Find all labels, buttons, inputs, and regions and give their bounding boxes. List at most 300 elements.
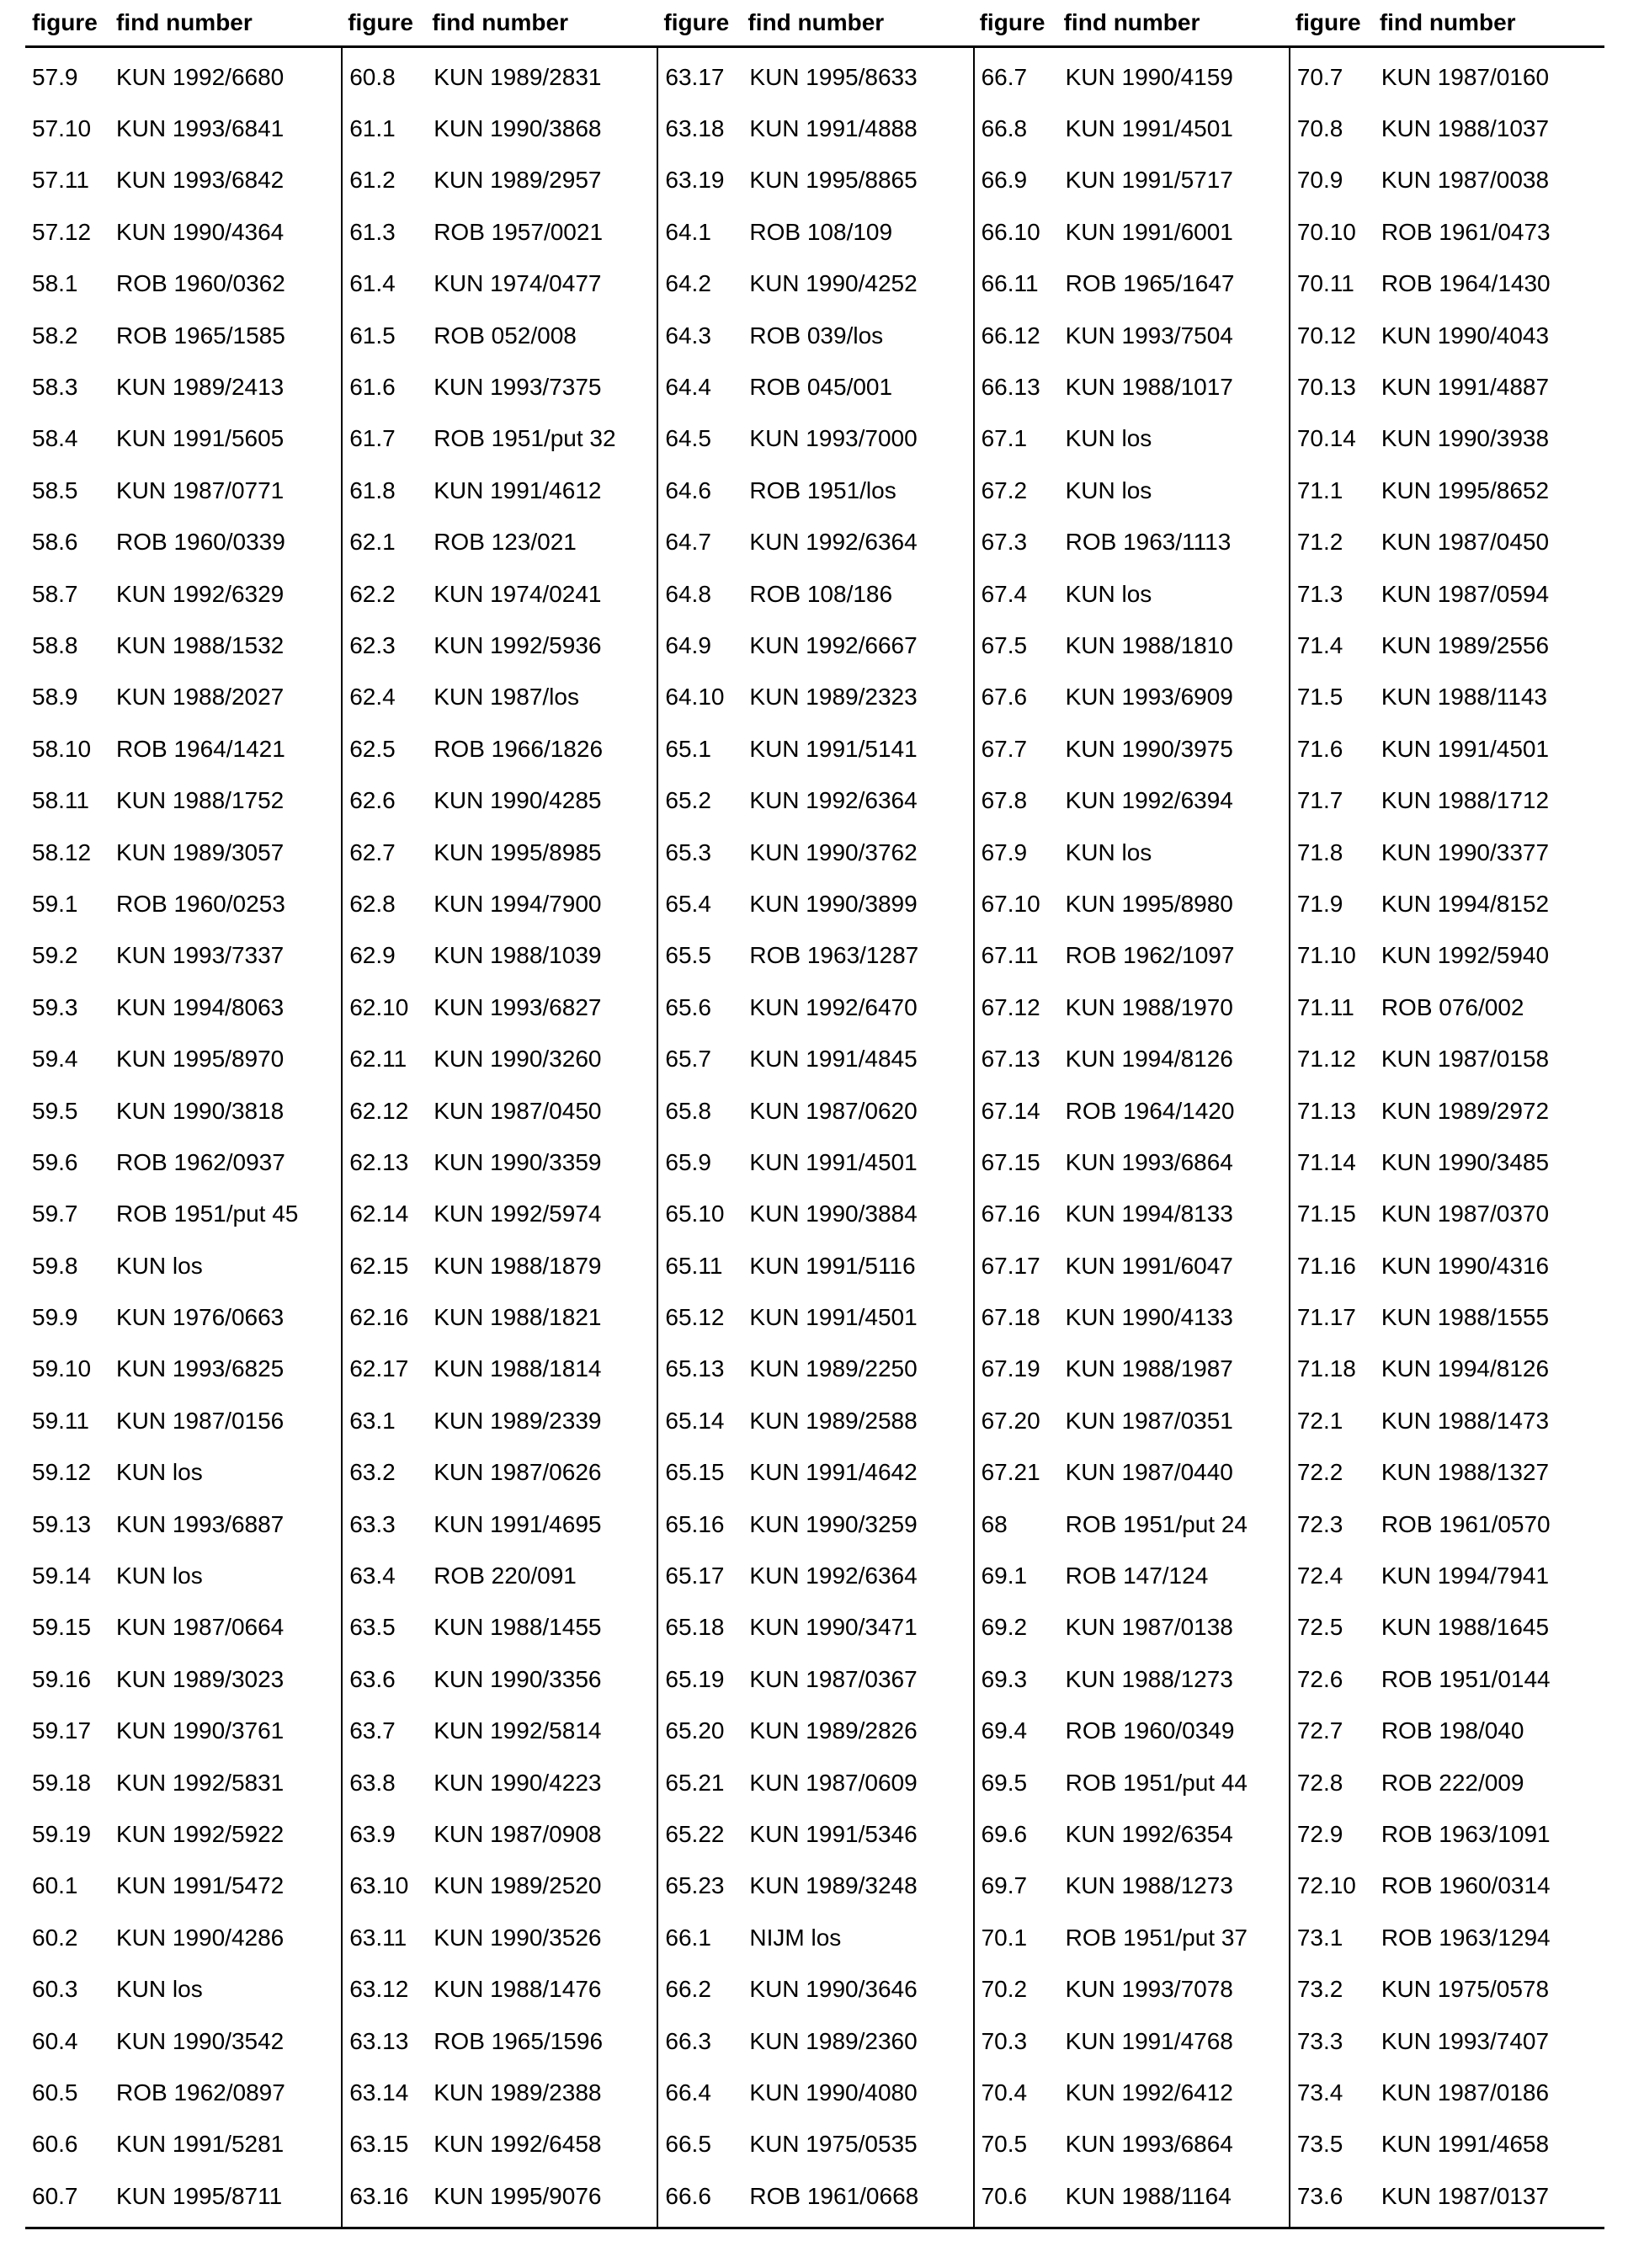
table-row bbox=[982, 723, 1289, 775]
figure-cell: 60.3 bbox=[32, 1976, 78, 2003]
find-number-cell: KUN 1993/6842 bbox=[116, 167, 285, 194]
table-row bbox=[1297, 2170, 1604, 2222]
find-number-cell: ROB 1951/0144 bbox=[1381, 1665, 1551, 1692]
figure-cell: 71.2 bbox=[1296, 529, 1343, 556]
find-number-cell: ROB 1957/0021 bbox=[434, 218, 604, 245]
table-row bbox=[349, 878, 657, 929]
find-number-cell: KUN 1992/5922 bbox=[116, 1820, 285, 1847]
figure-cell: 70.8 bbox=[1296, 115, 1343, 142]
table-row bbox=[665, 1033, 972, 1084]
header-group-2 bbox=[341, 8, 657, 37]
figure-cell: 71.15 bbox=[1296, 1201, 1356, 1227]
table-row bbox=[32, 1861, 341, 1912]
find-number-cell: KUN 1989/2520 bbox=[434, 1872, 602, 1899]
table-row bbox=[665, 1653, 972, 1705]
find-number-cell: KUN 1988/1879 bbox=[434, 1252, 602, 1279]
table-row bbox=[1297, 1912, 1604, 1963]
figure-cell: 60.5 bbox=[32, 2079, 78, 2106]
figure-cell: 57.9 bbox=[32, 63, 78, 90]
find-number-cell: KUN 1991/5605 bbox=[116, 425, 285, 452]
figure-cell: 70.12 bbox=[1296, 322, 1356, 349]
figure-cell: 62.7 bbox=[349, 839, 396, 865]
table-row bbox=[1297, 1395, 1604, 1446]
find-number-cell: KUN 1990/3762 bbox=[749, 839, 918, 865]
figure-cell: 63.3 bbox=[349, 1510, 396, 1537]
table-row bbox=[665, 827, 972, 878]
find-number-cell: KUN los bbox=[116, 1976, 203, 2003]
table-row bbox=[982, 1189, 1289, 1240]
find-number-cell: KUN 1988/1039 bbox=[434, 942, 602, 969]
find-number-cell: KUN 1990/3471 bbox=[749, 1614, 918, 1641]
figure-cell: 64.6 bbox=[665, 476, 711, 503]
figure-cell: 59.17 bbox=[32, 1717, 92, 1744]
figure-cell: 61.8 bbox=[349, 476, 396, 503]
figure-cell: 71.14 bbox=[1296, 1148, 1356, 1175]
table-row bbox=[349, 1550, 657, 1601]
find-number-cell: KUN los bbox=[1065, 580, 1152, 607]
figure-cell: 63.2 bbox=[349, 1459, 396, 1486]
table-row bbox=[1297, 1963, 1604, 2015]
table-row bbox=[665, 1602, 972, 1653]
figure-cell: 73.3 bbox=[1296, 2027, 1343, 2054]
table-row bbox=[665, 982, 972, 1033]
table-row bbox=[1297, 1706, 1604, 1757]
figure-cell: 63.9 bbox=[349, 1820, 396, 1847]
find-number-cell: KUN 1988/2027 bbox=[116, 684, 285, 711]
find-number-cell: KUN 1994/8063 bbox=[116, 993, 285, 1020]
find-number-cell: ROB 1951/put 44 bbox=[1065, 1769, 1248, 1796]
figure-cell: 70.5 bbox=[981, 2131, 1028, 2158]
table-row bbox=[665, 103, 972, 154]
header-group-3 bbox=[657, 8, 972, 37]
figure-cell: 61.7 bbox=[349, 425, 396, 452]
figure-cell: 70.4 bbox=[981, 2079, 1028, 2106]
find-number-cell: KUN 1991/4658 bbox=[1381, 2131, 1550, 2158]
figure-cell: 58.4 bbox=[32, 425, 78, 452]
figure-cell: 65.11 bbox=[665, 1252, 723, 1279]
find-number-cell: KUN 1975/0578 bbox=[1381, 1976, 1550, 2003]
find-number-cell: KUN 1976/0663 bbox=[116, 1304, 285, 1331]
find-number-cell: KUN 1989/2360 bbox=[749, 2027, 918, 2054]
figure-cell: 70.13 bbox=[1296, 374, 1356, 401]
table-row bbox=[982, 258, 1289, 310]
find-number-cell: KUN 1989/3248 bbox=[749, 1872, 918, 1899]
table-row bbox=[349, 2170, 657, 2222]
table-row bbox=[665, 1291, 972, 1343]
table-row bbox=[1297, 2015, 1604, 2067]
table-row bbox=[1297, 620, 1604, 671]
find-number-cell: ROB 1965/1647 bbox=[1065, 270, 1235, 297]
figure-cell: 72.4 bbox=[1296, 1563, 1343, 1589]
figure-cell: 58.9 bbox=[32, 684, 78, 711]
figure-cell: 62.4 bbox=[349, 684, 396, 711]
find-number-cell: KUN 1991/4695 bbox=[434, 1510, 602, 1537]
find-number-cell: KUN 1988/1752 bbox=[116, 787, 285, 814]
find-number-cell: ROB 1951/put 32 bbox=[434, 425, 616, 452]
figure-cell: 64.8 bbox=[665, 580, 711, 607]
table-row bbox=[665, 1550, 972, 1601]
figure-cell: 59.19 bbox=[32, 1820, 92, 1847]
figure-cell: 59.12 bbox=[32, 1459, 92, 1486]
table-row bbox=[665, 1963, 972, 2015]
find-number-cell: KUN 1991/4612 bbox=[434, 476, 602, 503]
figure-cell: 64.4 bbox=[665, 374, 711, 401]
find-number-cell: KUN 1987/0450 bbox=[1381, 529, 1550, 556]
table-row bbox=[349, 413, 657, 465]
table-row bbox=[982, 620, 1289, 671]
figure-cell: 63.16 bbox=[349, 2182, 409, 2209]
figure-cell: 66.4 bbox=[665, 2079, 711, 2106]
table-row bbox=[32, 1808, 341, 1860]
table-row bbox=[982, 1963, 1289, 2015]
find-number-cell: KUN 1974/0477 bbox=[434, 270, 602, 297]
table-row bbox=[349, 827, 657, 878]
table-row bbox=[32, 2015, 341, 2067]
find-number-cell: ROB 1963/1113 bbox=[1065, 529, 1232, 556]
table-row bbox=[1297, 1291, 1604, 1343]
find-number-cell: KUN 1990/4133 bbox=[1065, 1304, 1233, 1331]
figure-cell: 66.7 bbox=[981, 63, 1028, 90]
table-row bbox=[665, 1085, 972, 1137]
find-number-cell: KUN 1990/4286 bbox=[116, 1924, 285, 1951]
table-row bbox=[349, 1189, 657, 1240]
find-number-cell: KUN 1993/7407 bbox=[1381, 2027, 1550, 2054]
find-number-cell: KUN 1991/4768 bbox=[1065, 2027, 1233, 2054]
figure-cell: 63.14 bbox=[349, 2079, 409, 2106]
figure-cell: 67.17 bbox=[981, 1252, 1040, 1279]
find-number-cell: KUN 1987/0450 bbox=[434, 1097, 602, 1124]
find-number-cell: KUN 1992/6458 bbox=[434, 2131, 602, 2158]
figure-cell: 64.2 bbox=[665, 270, 711, 297]
find-number-cell: KUN 1989/2826 bbox=[749, 1717, 918, 1744]
table-row bbox=[349, 465, 657, 516]
figure-cell: 73.1 bbox=[1296, 1924, 1343, 1951]
find-number-cell: ROB 045/001 bbox=[749, 374, 893, 401]
column-header-figure: figure bbox=[979, 9, 1045, 35]
figure-cell: 67.19 bbox=[981, 1355, 1040, 1382]
figure-cell: 65.6 bbox=[665, 993, 711, 1020]
table-row bbox=[32, 1499, 341, 1550]
table-row bbox=[1297, 2067, 1604, 2118]
figure-cell: 66.13 bbox=[981, 374, 1040, 401]
find-number-cell: KUN 1987/0370 bbox=[1381, 1201, 1550, 1227]
find-number-cell: ROB 198/040 bbox=[1381, 1717, 1524, 1744]
figure-cell: 58.5 bbox=[32, 476, 78, 503]
figure-cell: 61.5 bbox=[349, 322, 396, 349]
figure-cell: 62.13 bbox=[349, 1148, 409, 1175]
figure-cell: 58.3 bbox=[32, 374, 78, 401]
table-row bbox=[1297, 568, 1604, 620]
figure-cell: 58.6 bbox=[32, 529, 78, 556]
figure-cell: 59.11 bbox=[32, 1407, 89, 1434]
figure-cell: 71.13 bbox=[1296, 1097, 1356, 1124]
table-row bbox=[32, 930, 341, 982]
find-number-cell: KUN 1988/1017 bbox=[1065, 374, 1233, 401]
find-number-cell: ROB 1961/0473 bbox=[1381, 218, 1551, 245]
table-row bbox=[982, 568, 1289, 620]
find-number-cell: KUN 1991/5116 bbox=[749, 1252, 916, 1279]
table-row bbox=[32, 1447, 341, 1499]
find-number-cell: ROB 1965/1596 bbox=[434, 2027, 604, 2054]
table-row bbox=[1297, 206, 1604, 258]
figure-cell: 66.1 bbox=[665, 1924, 711, 1951]
figure-cell: 67.3 bbox=[981, 529, 1028, 556]
table-row bbox=[982, 982, 1289, 1033]
table-row bbox=[349, 1861, 657, 1912]
find-number-cell: KUN 1988/1473 bbox=[1381, 1407, 1550, 1434]
figure-cell: 64.5 bbox=[665, 425, 711, 452]
table-row bbox=[982, 1344, 1289, 1395]
figure-cell: 62.10 bbox=[349, 993, 409, 1020]
find-number-cell: KUN 1987/0351 bbox=[1065, 1407, 1233, 1434]
find-number-cell: KUN 1990/3377 bbox=[1381, 839, 1550, 865]
table-row bbox=[32, 1240, 341, 1291]
figure-cell: 60.6 bbox=[32, 2131, 78, 2158]
figure-cell: 70.14 bbox=[1296, 425, 1356, 452]
table-row bbox=[349, 1395, 657, 1446]
table-row bbox=[32, 1344, 341, 1395]
figure-cell: 67.5 bbox=[981, 631, 1028, 658]
table-row bbox=[32, 2170, 341, 2222]
find-number-cell: ROB 039/los bbox=[749, 322, 884, 349]
find-number-cell: ROB 1961/0570 bbox=[1381, 1510, 1551, 1537]
find-number-cell: KUN 1991/5717 bbox=[1065, 167, 1233, 194]
figure-cell: 71.16 bbox=[1296, 1252, 1356, 1279]
column-header-find-number: find number bbox=[1379, 9, 1516, 35]
table-row bbox=[349, 2067, 657, 2118]
find-number-cell: ROB 1960/0253 bbox=[116, 890, 285, 917]
table-row bbox=[665, 361, 972, 413]
table-row bbox=[1297, 1550, 1604, 1601]
figure-cell: 59.9 bbox=[32, 1304, 78, 1331]
figure-cell: 66.11 bbox=[981, 270, 1039, 297]
figure-cell: 67.11 bbox=[981, 942, 1039, 969]
figure-cell: 71.18 bbox=[1296, 1355, 1356, 1382]
find-number-cell: KUN 1990/4043 bbox=[1381, 322, 1550, 349]
find-number-cell: KUN 1990/3868 bbox=[434, 115, 602, 142]
find-number-cell: KUN 1988/1164 bbox=[1065, 2182, 1232, 2209]
table-row bbox=[32, 155, 341, 206]
figure-cell: 72.5 bbox=[1296, 1614, 1343, 1641]
figure-cell: 62.5 bbox=[349, 735, 396, 762]
table-row bbox=[349, 1137, 657, 1188]
find-number-cell: KUN 1995/8633 bbox=[749, 63, 918, 90]
figure-cell: 72.7 bbox=[1296, 1717, 1343, 1744]
table-row bbox=[665, 2067, 972, 2118]
figure-cell: 67.15 bbox=[981, 1148, 1040, 1175]
table-row bbox=[349, 517, 657, 568]
table-row bbox=[982, 413, 1289, 465]
table-row bbox=[32, 465, 341, 516]
rows-container bbox=[32, 51, 341, 2222]
figure-cell: 65.22 bbox=[665, 1820, 725, 1847]
table-row bbox=[1297, 1085, 1604, 1137]
table-row bbox=[32, 206, 341, 258]
figure-cell: 66.2 bbox=[665, 1976, 711, 2003]
figure-cell: 63.18 bbox=[665, 115, 725, 142]
figure-cell: 70.7 bbox=[1296, 63, 1343, 90]
find-number-cell: KUN 1988/1712 bbox=[1381, 787, 1550, 814]
table-row bbox=[1297, 1189, 1604, 1240]
figure-cell: 63.13 bbox=[349, 2027, 409, 2054]
figure-cell: 59.7 bbox=[32, 1201, 78, 1227]
figure-cell: 63.7 bbox=[349, 1717, 396, 1744]
table-row bbox=[982, 2119, 1289, 2170]
table-row bbox=[32, 982, 341, 1033]
figure-cell: 67.14 bbox=[981, 1097, 1040, 1124]
table-row bbox=[32, 413, 341, 465]
table-row bbox=[349, 1808, 657, 1860]
table-row bbox=[982, 1240, 1289, 1291]
figure-cell: 67.8 bbox=[981, 787, 1028, 814]
find-number-cell: KUN 1988/1273 bbox=[1065, 1872, 1233, 1899]
find-number-cell: KUN 1990/4223 bbox=[434, 1769, 602, 1796]
figure-cell: 60.2 bbox=[32, 1924, 78, 1951]
find-number-cell: KUN 1987/0440 bbox=[1065, 1459, 1233, 1486]
find-number-cell: KUN 1993/6827 bbox=[434, 993, 602, 1020]
figure-cell: 58.2 bbox=[32, 322, 78, 349]
find-number-cell: KUN 1992/6354 bbox=[1065, 1820, 1233, 1847]
figure-cell: 59.14 bbox=[32, 1563, 92, 1589]
find-number-cell: KUN 1990/3899 bbox=[749, 890, 918, 917]
table-row bbox=[982, 930, 1289, 982]
table-row bbox=[349, 1757, 657, 1808]
table-row bbox=[1297, 310, 1604, 361]
figure-cell: 63.5 bbox=[349, 1614, 396, 1641]
find-number-cell: KUN 1991/4887 bbox=[1381, 374, 1550, 401]
figure-cell: 72.3 bbox=[1296, 1510, 1343, 1537]
figure-cell: 59.8 bbox=[32, 1252, 78, 1279]
table-row bbox=[349, 930, 657, 982]
table-row bbox=[349, 620, 657, 671]
figure-cell: 67.2 bbox=[981, 476, 1028, 503]
table-row bbox=[32, 2067, 341, 2118]
find-number-cell: KUN 1992/6364 bbox=[749, 787, 918, 814]
figure-cell: 63.19 bbox=[665, 167, 725, 194]
table-row bbox=[1297, 103, 1604, 154]
column-group-1 bbox=[25, 48, 341, 2227]
table-row bbox=[32, 1706, 341, 1757]
find-number-cell: KUN 1989/2831 bbox=[434, 63, 602, 90]
table-row bbox=[1297, 155, 1604, 206]
figure-cell: 66.9 bbox=[981, 167, 1028, 194]
table-row bbox=[32, 517, 341, 568]
table-row bbox=[32, 878, 341, 929]
table-row bbox=[1297, 361, 1604, 413]
find-number-cell: KUN 1987/los bbox=[434, 684, 579, 711]
table-row bbox=[665, 1861, 972, 1912]
figure-cell: 72.1 bbox=[1296, 1407, 1343, 1434]
table-row bbox=[665, 930, 972, 982]
table-row bbox=[1297, 1861, 1604, 1912]
table-row bbox=[1297, 672, 1604, 723]
find-number-cell: KUN 1989/2972 bbox=[1381, 1097, 1550, 1124]
find-number-cell: KUN 1988/1037 bbox=[1381, 115, 1550, 142]
table-row bbox=[32, 723, 341, 775]
table-row bbox=[665, 51, 972, 103]
figure-cell: 59.15 bbox=[32, 1614, 92, 1641]
figure-cell: 67.13 bbox=[981, 1046, 1040, 1073]
figure-cell: 65.13 bbox=[665, 1355, 725, 1382]
figure-cell: 59.6 bbox=[32, 1148, 78, 1175]
table-header-row bbox=[25, 8, 1604, 48]
find-number-cell: KUN 1992/5831 bbox=[116, 1769, 285, 1796]
find-number-cell: KUN 1993/7078 bbox=[1065, 1976, 1233, 2003]
table-row bbox=[32, 361, 341, 413]
table-row bbox=[665, 723, 972, 775]
header-group-4 bbox=[973, 8, 1289, 37]
table-row bbox=[349, 51, 657, 103]
find-number-cell: KUN 1994/8126 bbox=[1381, 1355, 1550, 1382]
figure-cell: 61.1 bbox=[349, 115, 396, 142]
figure-cell: 64.1 bbox=[665, 218, 711, 245]
figure-cell: 59.18 bbox=[32, 1769, 92, 1796]
find-number-cell: ROB 1962/0937 bbox=[116, 1148, 285, 1175]
find-number-cell: KUN 1987/0186 bbox=[1381, 2079, 1550, 2106]
find-number-cell: KUN los bbox=[1065, 839, 1152, 865]
figure-cell: 66.12 bbox=[981, 322, 1040, 349]
find-number-cell: KUN 1995/9076 bbox=[434, 2182, 602, 2209]
rows-container bbox=[349, 51, 657, 2222]
find-number-cell: ROB 1960/0339 bbox=[116, 529, 285, 556]
table-row bbox=[1297, 517, 1604, 568]
find-number-cell: KUN 1990/3938 bbox=[1381, 425, 1550, 452]
find-number-cell: KUN 1991/4501 bbox=[1381, 735, 1550, 762]
table-row bbox=[665, 2170, 972, 2222]
figure-cell: 62.9 bbox=[349, 942, 396, 969]
figure-cell: 62.3 bbox=[349, 631, 396, 658]
table-row bbox=[349, 310, 657, 361]
table-row bbox=[982, 1861, 1289, 1912]
figure-cell: 71.6 bbox=[1296, 735, 1343, 762]
find-number-cell: KUN 1990/3646 bbox=[749, 1976, 918, 2003]
find-number-cell: KUN 1993/6841 bbox=[116, 115, 285, 142]
table-row bbox=[1297, 413, 1604, 465]
figure-cell: 67.9 bbox=[981, 839, 1028, 865]
find-number-cell: KUN 1988/1476 bbox=[434, 1976, 602, 2003]
find-number-cell: KUN 1993/6909 bbox=[1065, 684, 1233, 711]
table-row bbox=[982, 1137, 1289, 1188]
table-row bbox=[982, 1653, 1289, 1705]
figure-cell: 62.14 bbox=[349, 1201, 409, 1227]
figure-cell: 71.10 bbox=[1296, 942, 1356, 969]
find-number-cell: KUN los bbox=[1065, 476, 1152, 503]
table-body bbox=[25, 48, 1604, 2229]
table-row bbox=[349, 361, 657, 413]
figure-cell: 70.9 bbox=[1296, 167, 1343, 194]
figure-cell: 63.11 bbox=[349, 1924, 407, 1951]
figure-cell: 67.7 bbox=[981, 735, 1028, 762]
figure-cell: 67.12 bbox=[981, 993, 1040, 1020]
find-number-cell: KUN 1993/6825 bbox=[116, 1355, 285, 1382]
figure-cell: 62.1 bbox=[349, 529, 396, 556]
figure-cell: 65.19 bbox=[665, 1665, 725, 1692]
figure-cell: 62.8 bbox=[349, 890, 396, 917]
figure-cell: 59.3 bbox=[32, 993, 78, 1020]
column-group-3 bbox=[657, 48, 972, 2227]
rows-container bbox=[982, 51, 1289, 2222]
table-row bbox=[1297, 1137, 1604, 1188]
table-row bbox=[32, 51, 341, 103]
figure-cell: 71.7 bbox=[1296, 787, 1343, 814]
figure-cell: 60.8 bbox=[349, 63, 396, 90]
find-number-cell: KUN los bbox=[116, 1252, 203, 1279]
find-number-cell: KUN 1990/4159 bbox=[1065, 63, 1233, 90]
find-number-cell: KUN 1993/7504 bbox=[1065, 322, 1233, 349]
figure-cell: 73.2 bbox=[1296, 1976, 1343, 2003]
table-row bbox=[982, 1499, 1289, 1550]
figure-cell: 67.1 bbox=[981, 425, 1028, 452]
